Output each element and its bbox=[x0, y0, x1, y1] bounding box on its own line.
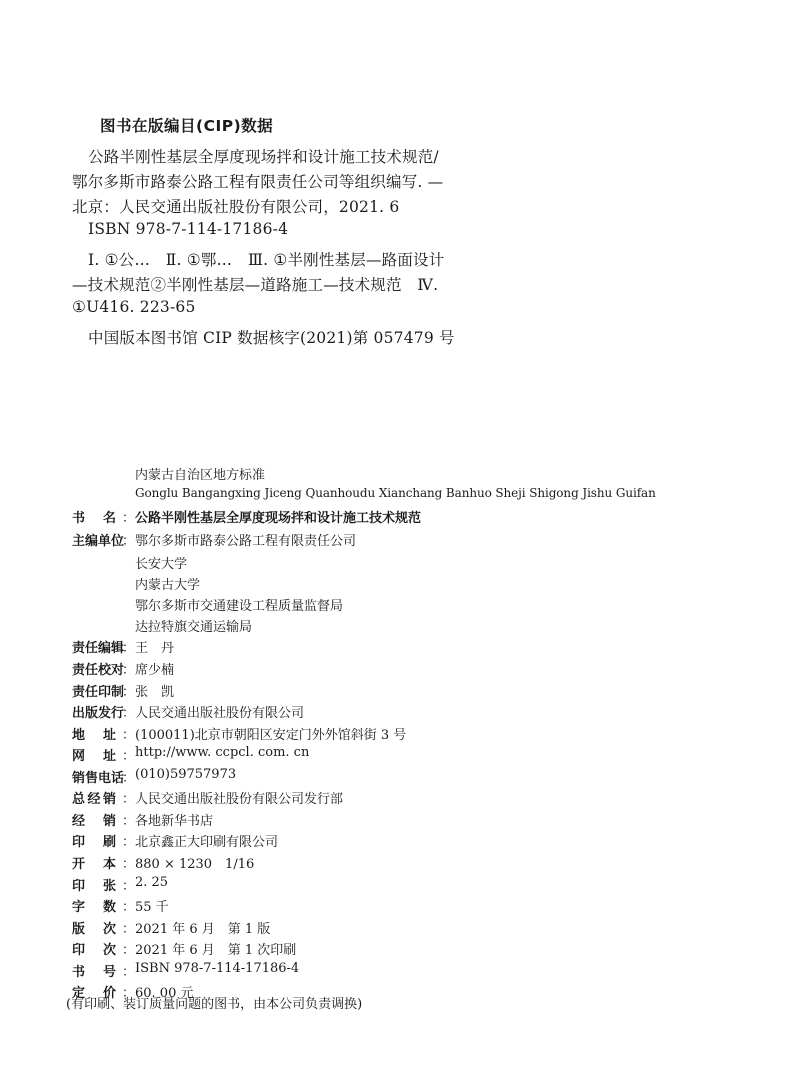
field-value: 王 丹 bbox=[135, 641, 175, 656]
field-label: 印 次 bbox=[72, 943, 116, 958]
field-value: 60. 00 元 bbox=[135, 986, 194, 1001]
co-editor: 长安大学 bbox=[135, 557, 188, 572]
quality-note: (有印刷、装订质量问题的图书，由本公司负责调换) bbox=[66, 997, 363, 1012]
field-colon: ： bbox=[122, 943, 136, 958]
cip-line-classification: ①U416. 223-65 bbox=[72, 298, 196, 316]
field-colon: ： bbox=[122, 771, 136, 786]
field-value: 2021 年 6 月 第 1 版 bbox=[135, 922, 271, 937]
field-colon: ： bbox=[122, 900, 136, 915]
field-colon: ： bbox=[122, 511, 136, 526]
co-editor: 达拉特旗交通运输局 bbox=[135, 620, 253, 635]
field-label: 地 址 bbox=[72, 728, 116, 743]
field-value: (100011)北京市朝阳区安定门外外馆斜街 3 号 bbox=[135, 728, 407, 743]
cip-line-title: 公路半刚性基层全厚度现场拌和设计施工技术规范/ bbox=[88, 148, 439, 166]
field-value: ISBN 978-7-114-17186-4 bbox=[135, 961, 300, 976]
field-label: 责 任 印 制 bbox=[72, 685, 125, 700]
field-colon: ： bbox=[122, 986, 136, 1001]
field-label: 版 次 bbox=[72, 922, 116, 937]
field-value: 各地新华书店 bbox=[135, 814, 214, 829]
field-label: 出 版 发 行 bbox=[72, 706, 125, 721]
field-label: 开 本 bbox=[72, 857, 116, 872]
field-value: (010)59757973 bbox=[135, 767, 237, 782]
field-value: 2. 25 bbox=[135, 875, 169, 890]
field-colon: ： bbox=[122, 663, 136, 678]
field-colon: ： bbox=[122, 641, 136, 656]
field-label: 销 售 电 话 bbox=[72, 771, 125, 786]
cip-title: 图书在版编目(CIP)数据 bbox=[100, 117, 274, 135]
cip-line-subject-2: —技术规范②半刚性基层—道路施工—技术规范 Ⅳ. bbox=[72, 276, 439, 294]
field-label: 网 址 bbox=[72, 749, 116, 764]
field-label: 印 刷 bbox=[72, 835, 116, 850]
field-colon: ： bbox=[122, 965, 136, 980]
field-colon: ： bbox=[122, 879, 136, 894]
field-label: 字 数 bbox=[72, 900, 116, 915]
field-value: 鄂尔多斯市路泰公路工程有限责任公司 bbox=[135, 534, 357, 549]
field-value: 2021 年 6 月 第 1 次印刷 bbox=[135, 943, 297, 958]
field-value: 人民交通出版社股份有限公司发行部 bbox=[135, 792, 344, 807]
field-colon: ： bbox=[122, 749, 136, 764]
field-value: 人民交通出版社股份有限公司 bbox=[135, 706, 305, 721]
co-editor: 内蒙古大学 bbox=[135, 578, 201, 593]
field-value: 55 千 bbox=[135, 900, 169, 915]
field-label: 书 号 bbox=[72, 965, 116, 980]
field-label: 经 销 bbox=[72, 814, 116, 829]
field-colon: ： bbox=[122, 706, 136, 721]
field-colon: ： bbox=[122, 835, 136, 850]
field-label: 主 编 单 位 bbox=[72, 534, 125, 549]
cip-line-isbn: ISBN 978-7-114-17186-4 bbox=[88, 220, 289, 238]
cip-line-authors: 鄂尔多斯市路泰公路工程有限责任公司等组织编写. — bbox=[72, 173, 444, 191]
field-colon: ： bbox=[122, 814, 136, 829]
field-colon: ： bbox=[122, 534, 136, 549]
field-label: 责 任 校 对 bbox=[72, 663, 125, 678]
series-pinyin: Gonglu Bangangxing Jiceng Quanhoudu Xianchang Banhuo Sheji Shigong Jishu Guifan bbox=[135, 486, 656, 500]
field-label: 书 名 bbox=[72, 511, 116, 526]
field-colon: ： bbox=[122, 685, 136, 700]
field-colon: ： bbox=[122, 922, 136, 937]
field-colon: ： bbox=[122, 728, 136, 743]
co-editor: 鄂尔多斯市交通建设工程质量监督局 bbox=[135, 599, 344, 614]
field-value: 公路半刚性基层全厚度现场拌和设计施工技术规范 bbox=[135, 511, 422, 526]
field-colon: ： bbox=[122, 857, 136, 872]
field-value: 880 × 1230 1/16 bbox=[135, 857, 255, 872]
field-label: 定 价 bbox=[72, 986, 116, 1001]
field-colon: ： bbox=[122, 792, 136, 807]
cip-line-record-number: 中国版本图书馆 CIP 数据核字(2021)第 057479 号 bbox=[88, 329, 455, 347]
cip-line-subject-1: Ⅰ. ①公… Ⅱ. ①鄂… Ⅲ. ①半刚性基层—路面设计 bbox=[88, 251, 445, 269]
field-label: 责 任 编 辑 bbox=[72, 641, 125, 656]
field-label: 总 经 销 bbox=[72, 792, 116, 807]
field-value: 北京鑫正大印刷有限公司 bbox=[135, 835, 279, 850]
field-value: 席少楠 bbox=[135, 663, 175, 678]
field-label: 印 张 bbox=[72, 879, 116, 894]
field-value: http://www. ccpcl. com. cn bbox=[135, 745, 310, 760]
field-value: 张 凯 bbox=[135, 685, 175, 700]
cip-line-publisher: 北京：人民交通出版社股份有限公司，2021. 6 bbox=[72, 198, 400, 216]
series-name: 内蒙古自治区地方标准 bbox=[135, 468, 266, 483]
